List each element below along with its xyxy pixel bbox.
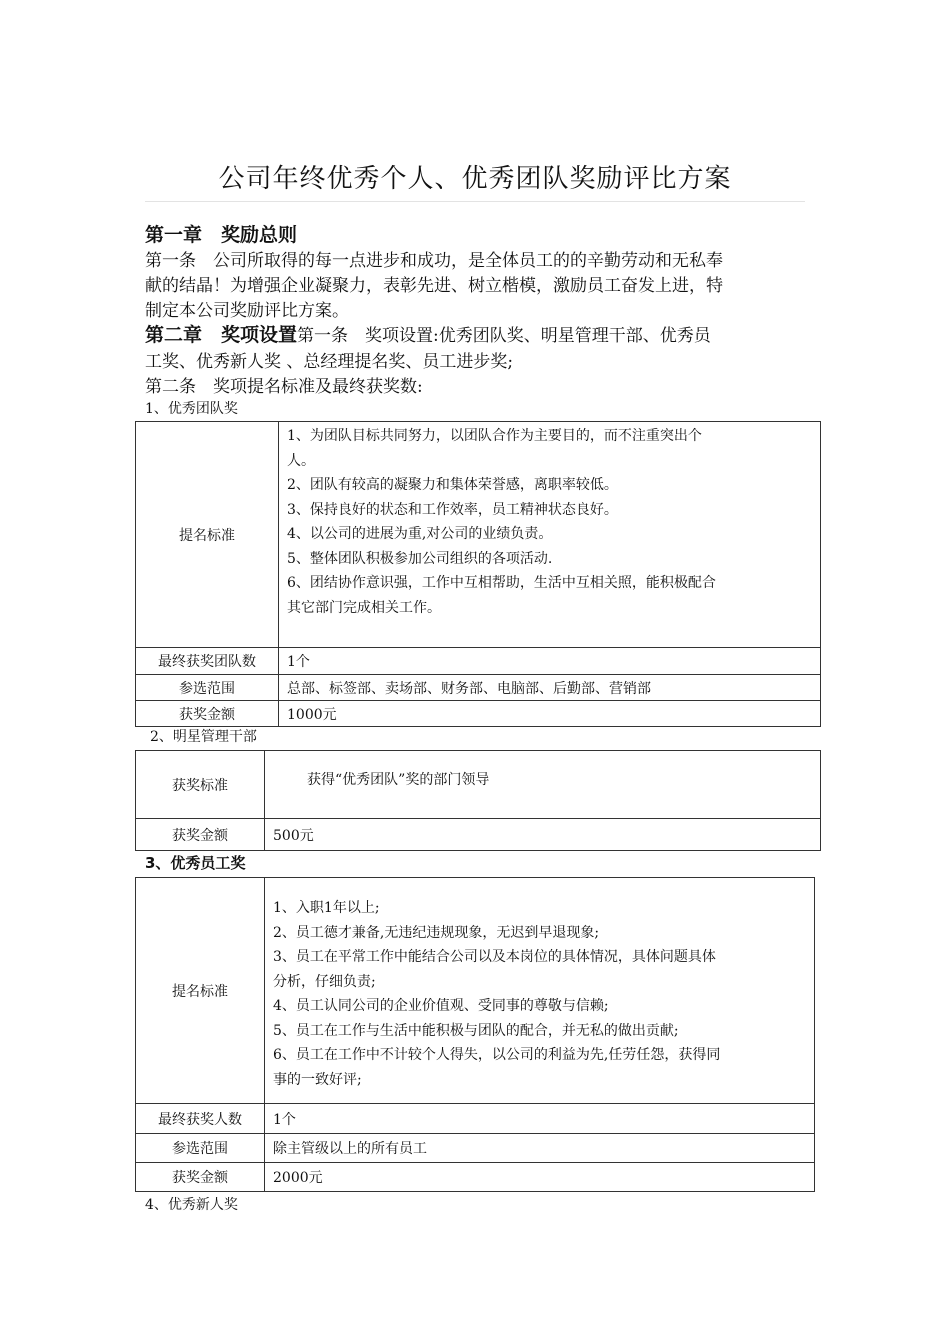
award2-criteria-label: 获奖标准: [136, 751, 265, 819]
criteria-line: 人。: [287, 452, 315, 469]
award3-amount-value: 2000元: [265, 1163, 815, 1192]
criteria-line: 2、员工德才兼备,无违纪违规现象，无迟到早退现象;: [273, 924, 600, 941]
table-row: [136, 819, 821, 851]
award2-heading: 2、明星管理干部: [150, 729, 257, 745]
criteria-line: 1、为团队目标共同努力，以团队合作为主要目的，而不注重突出个: [287, 428, 702, 444]
criteria-line: 2、团队有较高的凝聚力和集体荣誉感，离职率较低。: [287, 477, 618, 493]
award3-count-label: 最终获奖人数: [136, 1104, 265, 1134]
table-row: [136, 701, 821, 727]
award2-criteria-value: 获得“优秀团队”奖的部门领导: [265, 751, 821, 819]
award2-amount-label: 获奖金额: [136, 819, 265, 851]
chapter2-article1-line: 工奖、优秀新人奖 、总经理提名奖、员工进步奖;: [145, 352, 514, 372]
criteria-line: 4、员工认同公司的企业价值观、受同事的尊敬与信赖;: [273, 998, 609, 1014]
award2-amount-value: 500元: [265, 819, 821, 851]
award1-amount-label: 获奖金额: [136, 701, 279, 727]
chapter1-article1-line: 献的结晶！为增强企业凝聚力，表彰先进、树立楷模，激励员工奋发上进，特: [145, 276, 723, 296]
criteria-line: 4、以公司的进展为重,对公司的业绩负责。: [287, 526, 553, 542]
chapter2-section: [145, 322, 805, 400]
chapter2-article2: 第二条 奖项提名标准及最终获奖数:: [145, 377, 423, 397]
criteria-line: 6、员工在工作中不计较个人得失，以公司的利益为先,任劳任怨，获得同: [273, 1047, 721, 1063]
table-row: [136, 648, 821, 675]
award1-scope-label: 参选范围: [136, 675, 279, 701]
award1-criteria-label: 提名标准: [136, 422, 279, 648]
table-row: [136, 1104, 815, 1134]
chapter2-heading: 第二章 奖项设置: [145, 324, 298, 346]
award2-table: [135, 750, 821, 851]
criteria-line: 事的一致好评;: [273, 1071, 362, 1088]
chapter1-section: [145, 222, 805, 324]
table-row: [136, 751, 821, 819]
award1-count-value: 1个: [279, 648, 821, 675]
criteria-line: 3、员工在平常工作中能结合公司以及本岗位的具体情况，具体问题具体: [273, 949, 716, 965]
table-row: [136, 1163, 815, 1192]
table-row: [136, 878, 815, 1104]
criteria-line: 3、保持良好的状态和工作效率，员工精神状态良好。: [287, 501, 618, 518]
chapter2-article1-line: 第一条 奖项设置:优秀团队奖、明星管理干部、优秀员: [297, 326, 711, 346]
award1-amount-value: 1000元: [279, 701, 821, 727]
table-row: [136, 675, 821, 701]
award1-criteria-cell: [279, 422, 821, 648]
award1-count-label: 最终获奖团队数: [136, 648, 279, 675]
title-divider: [145, 201, 805, 202]
table-row: [136, 422, 821, 648]
award3-table: [135, 877, 815, 1192]
award3-heading: 3、优秀员工奖: [145, 854, 246, 872]
award3-count-value: 1个: [265, 1104, 815, 1134]
criteria-line: 1、入职1年以上;: [273, 900, 380, 916]
criteria-line: 分析，仔细负责;: [273, 973, 376, 990]
award3-scope-value: 除主管级以上的所有员工: [265, 1134, 815, 1163]
criteria-line: 其它部门完成相关工作。: [287, 599, 441, 616]
criteria-line: 5、员工在工作与生活中能积极与团队的配合，并无私的做出贡献;: [273, 1022, 679, 1039]
award3-criteria-label: 提名标准: [136, 878, 265, 1104]
chapter1-article1-line: 第一条 公司所取得的每一点进步和成功，是全体员工的的辛勤劳动和无私奉: [145, 251, 723, 271]
criteria-line: 6、团结协作意识强，工作中互相帮助，生活中互相关照，能积极配合: [287, 575, 716, 591]
award3-amount-label: 获奖金额: [136, 1163, 265, 1192]
award1-scope-value: 总部、标签部、卖场部、财务部、电脑部、后勤部、营销部: [279, 675, 821, 701]
chapter1-heading: 第一章 奖励总则: [145, 224, 298, 246]
award3-criteria-cell: [265, 878, 815, 1104]
award1-table: [135, 421, 821, 727]
award3-scope-label: 参选范围: [136, 1134, 265, 1163]
criteria-line: 5、整体团队积极参加公司组织的各项活动.: [287, 550, 553, 567]
chapter1-article1-line: 制定本公司奖励评比方案。: [145, 301, 349, 321]
document-title: 公司年终优秀个人、优秀团队奖励评比方案: [218, 164, 732, 194]
table-row: [136, 1134, 815, 1163]
award4-heading: 4、优秀新人奖: [145, 1197, 238, 1213]
award1-heading: 1、优秀团队奖: [145, 401, 238, 417]
